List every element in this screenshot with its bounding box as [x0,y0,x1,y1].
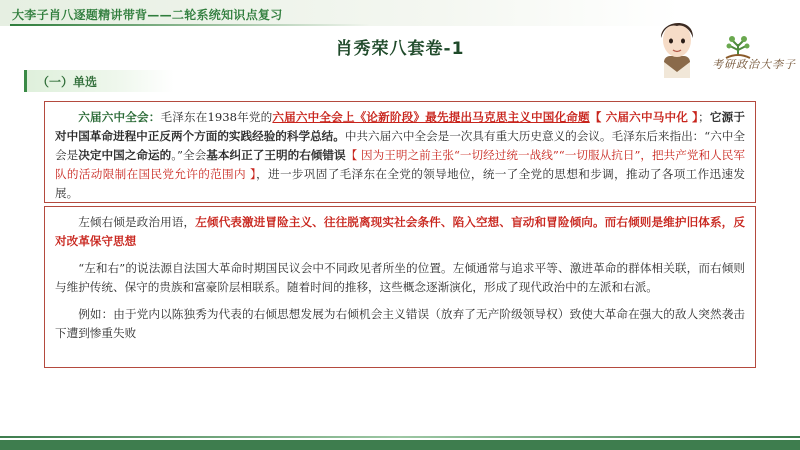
footer-bar [0,440,800,450]
knowledge-box-1 [44,101,756,203]
box1-text-9: 基本纠正了王明的右倾错误 [206,148,346,162]
box2-paragraph-3: 例如：由于党内以陈独秀为代表的右倾思想发展为右倾机会主义错误（放弃了无产阶级领导权）致使大革命在强大的敌人突然袭击下遭到惨重失败 [55,307,745,340]
box1-mnemonic: 【 六届六中马中化 】 [589,110,699,124]
box1-text-1: 毛泽东在1938年党的 [160,110,273,124]
box1-note: 【 因为王明之前主张“一切经过统一战线”“一切服从抗日”，把共产党和人民军队的活动限制在国民党允许的范围内 】 [55,148,745,181]
logo-text: 考研政治大李子 [712,58,796,71]
box1-label: 六届六中全会： [78,110,161,124]
box1-text-8: 。”全会 [171,148,207,162]
box2-p1-emphasis: 左倾代表激进冒险主义、往往脱离现实社会条件、陷入空想、盲动和冒险倾向。而右倾则是维护旧体系，反对改革保守思想 [55,215,745,248]
knowledge-box-2 [44,206,756,368]
box2-paragraph-1 [55,213,745,251]
footer-accent [0,436,800,438]
section-label: （一）单选 [37,75,98,89]
presenter-avatar [648,10,706,78]
box1-text-7: 决定中国之命运的 [78,148,172,162]
box1-text-6: 中共六届六中全会是一次具有重大历史意义的会议。毛泽东后来指出：“六中全会是 [55,129,745,162]
box1-paragraph [55,108,745,203]
box1-text-4: ； [698,110,710,124]
box2-paragraph-2: “左和右”的说法源自法国大革命时期国民议会中不同政见者所坐的位置。左倾通常与追求平等、激进革命的群体相关联，而右倾则与维护传统、保守的贵族和富豪阶层相联系。随着时间的推移，这些概念逐渐演化，形成了现代政治中的左派和右派。 [55,261,745,294]
box2-p1-lead: 左倾右倾是政治用语， [78,215,196,229]
page-title: 肖秀荣八套卷-1 [335,39,465,59]
section-tag [24,70,174,92]
header-rule [10,24,370,26]
box1-text-11: ，进一步巩固了毛泽东在全党的领导地位，统一了全党的思想和步调，推动了各项工作迅速发展。 [55,167,745,200]
series-title: 大李子肖八逐题精讲带背——二轮系统知识点复习 [12,8,283,22]
box1-text-2: 六届六中全会上《论新阶段》最先提出马克思主义中国化命题 [272,110,590,124]
box1-text-5: 它源于对中国革命进程中正反两个方面的实践经验的科学总结。 [55,110,745,143]
